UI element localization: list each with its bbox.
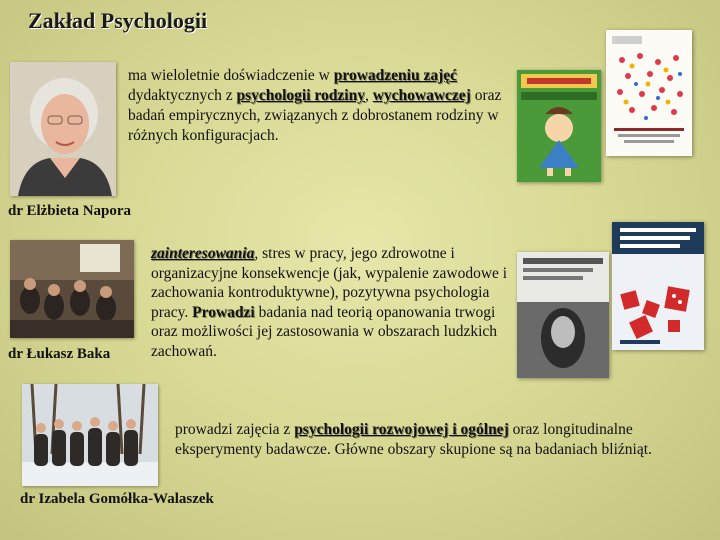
book-cover-stress xyxy=(517,252,609,378)
baka-description xyxy=(151,244,515,361)
walaszek-description xyxy=(175,420,715,460)
napora-bold-1: prowadzeniu zajęć xyxy=(333,67,458,84)
walaszek-text-1: prowadzi zajęcia z xyxy=(175,421,295,438)
napora-text-3: , xyxy=(364,87,373,104)
book-cover-dice xyxy=(612,222,704,350)
napora-bold-3: wychowawczej xyxy=(372,87,471,104)
napora-bold-2: psychologii rodziny xyxy=(236,87,365,104)
portrait-napora xyxy=(10,62,116,196)
slide-title: Zakład Psychologii xyxy=(28,8,208,33)
napora-text-4: oraz badań empirycznych, związanych z dobrostanem rodziny w różnych konfiguracjach. xyxy=(128,87,502,144)
baka-text-1: , stres w pracy, jego zdrowotne i organizacyjne konsekwencje (jak, wypalenie zawodowe i zachowania kontroduktywne), pozytywna psychologia pracy. xyxy=(151,245,508,321)
baka-text-2: badania nad teorią opanowania trwogi oraz możliwości jej zastosowania w obszarach ludzkich zachowań. xyxy=(151,303,498,360)
photo-baka-lecture xyxy=(10,240,134,338)
napora-text-2: dydaktycznych z xyxy=(128,87,237,104)
napora-description xyxy=(128,66,524,146)
photo-walaszek-group xyxy=(22,384,158,486)
name-baka: dr Łukasz Baka xyxy=(8,346,111,362)
walaszek-bold-1: psychologii rozwojowej i ogólnej xyxy=(294,421,509,438)
walaszek-text-2: oraz longitudinalne eksperymenty badawcze. Główne obszary skupione są na badaniach bliźniąt. xyxy=(175,421,652,458)
napora-text-1: ma wieloletnie doświadczenie w xyxy=(128,67,334,84)
name-napora: dr Elżbieta Napora xyxy=(8,203,132,219)
book-cover-hearts xyxy=(606,30,692,156)
baka-bold-1: zainteresowania xyxy=(151,245,255,262)
name-walaszek: dr Izabela Gomółka-Walaszek xyxy=(20,491,214,507)
book-cover-family xyxy=(517,70,601,182)
baka-bold-2: Prowadzi xyxy=(192,303,255,321)
